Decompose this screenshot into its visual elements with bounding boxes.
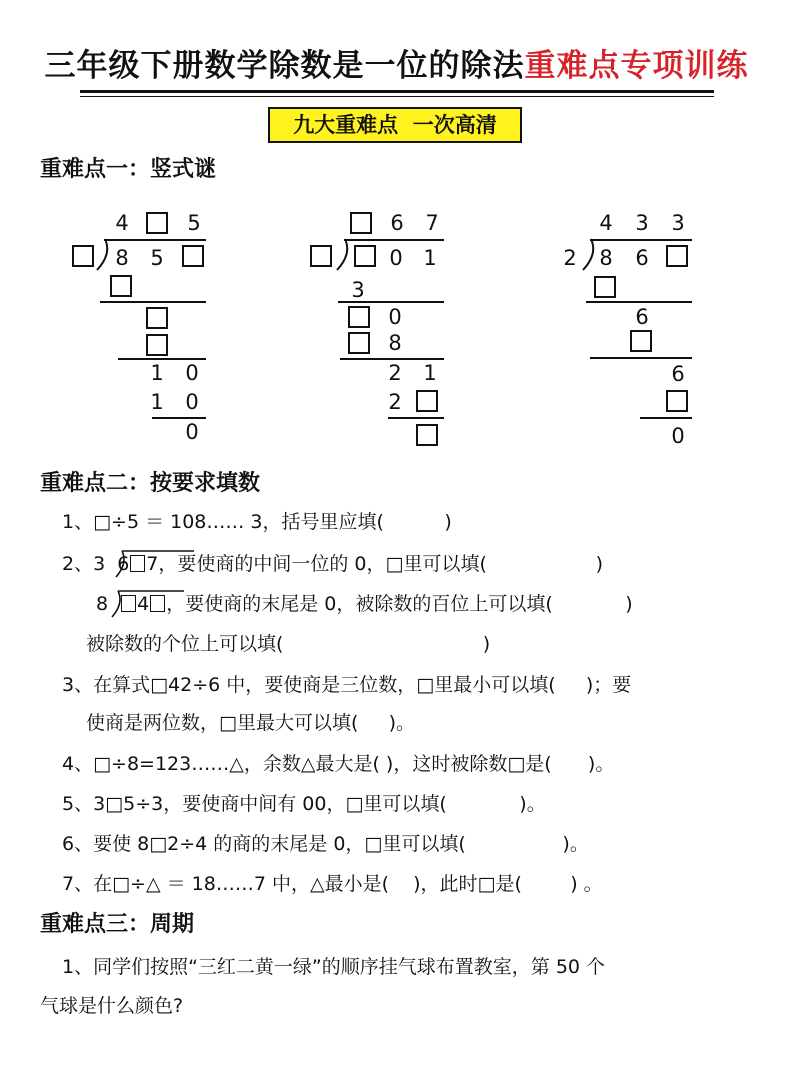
q2-dividend-digit: 4 (137, 593, 150, 615)
p1-step-digit: 0 (185, 361, 199, 385)
p2-step-digit: 3 (351, 278, 365, 302)
q2-division-bracket-2 (104, 589, 188, 619)
p1-subtract-line (100, 301, 206, 303)
cycle-question-1b: 气球是什么颜色? (40, 995, 184, 1017)
p3-quotient-digit: 3 (635, 211, 649, 235)
p3-step-digit: 6 (635, 305, 649, 329)
title-highlight: 重难点专项训练 (524, 48, 749, 84)
question-7: 7、在□÷△ ＝ 18……7 中，△最小是( )，此时□是( ) 。 (62, 873, 603, 895)
p3-quotient-digit: 4 (599, 211, 613, 235)
q2-number: 2、 (62, 553, 94, 575)
p2-step-digit: 2 (388, 361, 402, 385)
p1-blank-box[interactable] (182, 245, 204, 267)
q2-text-2: ，要使商的末尾是 0，被除数的百位上可以填( ) (166, 593, 633, 615)
p3-dividend-digit: 6 (635, 246, 649, 270)
p3-subtract-line (640, 417, 692, 419)
p2-blank-box[interactable] (348, 332, 370, 354)
p2-subtract-line (338, 301, 444, 303)
p2-step-digit: 8 (388, 331, 402, 355)
p1-step-digit: 1 (150, 390, 164, 414)
p3-blank-box[interactable] (666, 245, 688, 267)
p2-blank-box[interactable] (310, 245, 332, 267)
p2-subtract-line (340, 358, 444, 360)
p2-blank-box[interactable] (416, 424, 438, 446)
q2-dividend-digit: 7 (146, 553, 159, 575)
p1-blank-box[interactable] (146, 212, 168, 234)
p2-dividend-digit: 0 (389, 246, 403, 270)
question-1: 1、□÷5 ＝ 108…… 3，括号里应填( ) (62, 511, 452, 533)
p1-blank-box[interactable] (146, 307, 168, 329)
subtitle-badge: 九大重难点 一次高清 (268, 107, 522, 143)
title-rule-thin (80, 96, 714, 97)
p3-quotient-digit: 3 (671, 211, 685, 235)
p2-quotient-digit: 7 (425, 211, 439, 235)
p1-dividend-digit: 5 (150, 246, 164, 270)
q2-division-bracket-1 (108, 549, 198, 579)
p1-blank-box[interactable] (72, 245, 94, 267)
p1-subtract-line (118, 358, 206, 360)
p1-division-bracket (96, 238, 110, 272)
section3-title: 重难点三：周期 (40, 912, 195, 937)
question-6: 6、要使 8□2÷4 的商的末尾是 0，□里可以填( )。 (62, 833, 589, 855)
page-title (0, 40, 793, 85)
p3-divisor: 2 (563, 246, 577, 270)
p2-step-digit: 1 (423, 361, 437, 385)
p3-blank-box[interactable] (594, 276, 616, 298)
p1-remainder: 0 (185, 420, 199, 444)
question-2c: 被除数的个位上可以填( ) (86, 633, 491, 655)
p1-blank-box[interactable] (110, 275, 132, 297)
title-rule-thick (80, 90, 714, 93)
p1-dividend-digit: 8 (115, 246, 129, 270)
p2-step-digit: 2 (388, 390, 402, 414)
p1-quotient-digit: 5 (187, 211, 201, 235)
question-5: 5、3□5÷3，要使商中间有 00，□里可以填( )。 (62, 793, 546, 815)
q2-divisor-1: 3 (93, 553, 106, 575)
p1-blank-box[interactable] (146, 334, 168, 356)
p3-blank-box[interactable] (630, 330, 652, 352)
p3-subtract-line (586, 301, 692, 303)
p3-dividend-digit: 8 (599, 246, 613, 270)
p1-division-bar (104, 239, 206, 241)
section2-title: 重难点二：按要求填数 (40, 471, 261, 496)
p1-step-digit: 0 (185, 390, 199, 414)
p3-step-digit: 6 (671, 362, 685, 386)
p2-blank-box[interactable] (416, 390, 438, 412)
q2-dividend-digit: 6 (117, 553, 130, 575)
p2-blank-box[interactable] (350, 212, 372, 234)
q2-text-1: ，要使商的中间一位的 0，□里可以填( ) (158, 553, 603, 575)
p1-quotient-digit: 4 (115, 211, 129, 235)
p2-division-bar (344, 239, 444, 241)
q2-divisor-2: 8 (96, 593, 109, 615)
p3-remainder: 0 (671, 424, 685, 448)
question-3a: 3、在算式□42÷6 中，要使商是三位数，□里最小可以填( )；要 (62, 674, 632, 696)
p2-division-bracket (336, 238, 350, 272)
p2-blank-box[interactable] (348, 306, 370, 328)
p3-blank-box[interactable] (666, 390, 688, 412)
p3-division-bar (590, 239, 692, 241)
p3-subtract-line (590, 357, 692, 359)
p2-blank-box[interactable] (354, 245, 376, 267)
p2-subtract-line (388, 417, 444, 419)
cycle-question-1a: 1、同学们按照“三红二黄一绿”的顺序挂气球布置教室，第 50 个 (62, 956, 606, 978)
title-main: 三年级下册数学除数是一位的除法 (44, 48, 525, 84)
p2-quotient-digit: 6 (390, 211, 404, 235)
question-4: 4、□÷8=123……△，余数△最大是( )，这时被除数□是( )。 (62, 753, 615, 775)
p2-step-digit: 0 (388, 305, 402, 329)
p2-dividend-digit: 1 (423, 246, 437, 270)
p1-subtract-line (152, 417, 206, 419)
p1-step-digit: 1 (150, 361, 164, 385)
question-3b: 使商是两位数，□里最大可以填( )。 (86, 712, 415, 734)
section1-title: 重难点一：竖式谜 (40, 157, 217, 182)
